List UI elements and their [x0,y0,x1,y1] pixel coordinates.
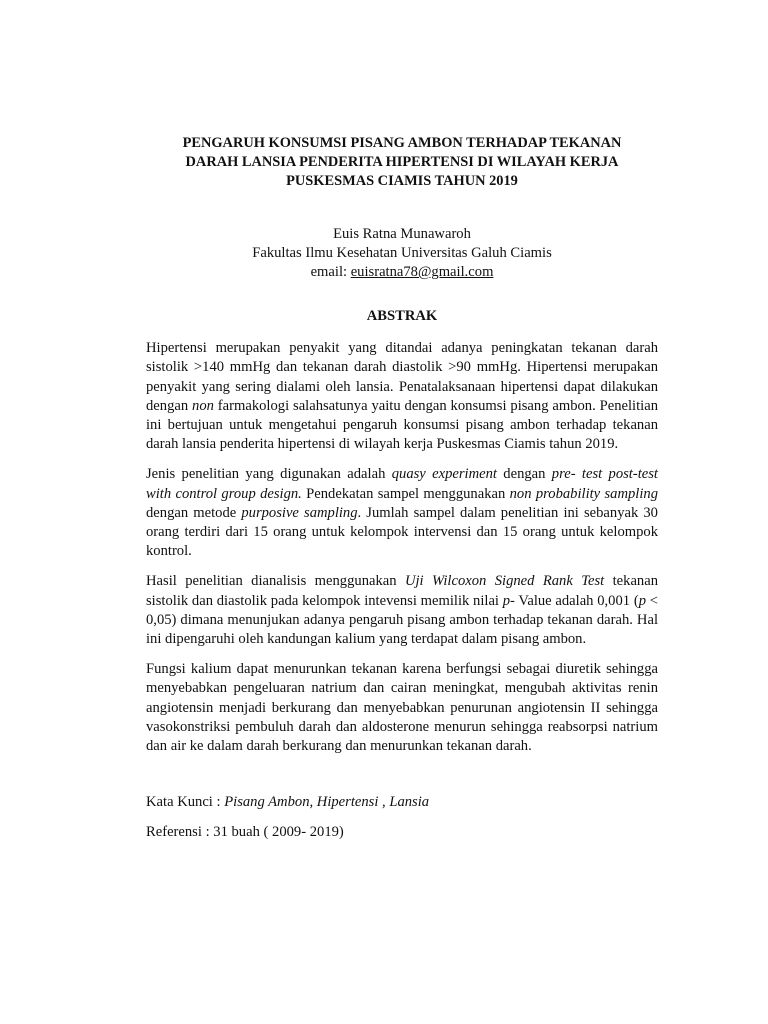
title-line: PENGARUH KONSUMSI PISANG AMBON TERHADAP TEKANAN [182,135,622,151]
text-run: Value adalah 0,001 ( [514,592,639,609]
text-run: Pendekatan sampel menggunakan [301,485,510,502]
keywords-line [146,793,658,812]
italic-text-run: Uji Wilcoxon Signed Rank Test [404,573,605,590]
italic-text-run: p- [502,592,515,609]
italic-text-run: purposive sampling [241,504,358,521]
section-spacer [146,767,658,793]
text-run: Hasil penelitian dianalisis menggunakan [146,573,405,590]
document-page [146,134,658,854]
italic-text-run: non probability sampling [509,485,659,502]
text-run: . Jumlah sampel dalam penelitian ini sebanyak 30 orang terdiri dari 15 orang untuk kelompok intervensi dan 15 orang untuk kelompok kontrol. [146,504,658,560]
author-affiliation: Fakultas Ilmu Kesehatan Universitas Galuh Ciamis [252,245,552,261]
email-label: email: [310,264,351,280]
italic-text-run: non [192,397,214,414]
text-run: tekanan sistolik dan diastolik pada kelompok intevensi memilik nilai [146,573,658,609]
email-link[interactable]: euisratna78@gmail.com [350,264,494,280]
text-run: Hipertensi merupakan penyakit yang ditandai adanya peningkatan tekanan darah sistolik >140 mmHg dan tekanan darah diastolik >90 mmHg. Hipertensi merupakan penyakit yang sering dialami oleh lansia. Penatalaksanaan hipertensi dapat dilakukan dengan [146,340,658,414]
title-line: DARAH LANSIA PENDERITA HIPERTENSI DI WILAYAH KERJA [185,154,619,170]
text-run: Fungsi kalium dapat menurunkan tekanan karena berfungsi sebagai diuretik sehingga menyebabkan pengeluaran natrium dan cairan meningkat, mengubah aktivitas renin angiotensin menjadi berkurang dan menyebabkan penurunan angiotensin II sehingga vasokonstriksi pembuluh darah dan aldosterone menurun sehingga reabsorpsi natrium dan air ke dalam darah berkurang dan menurunkan tekanan darah. [146,661,658,755]
keywords-label: Kata Kunci : [146,794,225,811]
references-line: Referensi : 31 buah ( 2009- 2019) [146,824,344,841]
abstract-heading: ABSTRAK [366,308,438,324]
abstract-paragraph [146,572,658,649]
abstract-paragraph [146,465,658,561]
title-line: PUSKESMAS CIAMIS TAHUN 2019 [286,173,518,189]
italic-text-run: p [638,592,646,609]
abstract-paragraph [146,339,658,454]
italic-text-run: quasy experiment [391,466,497,483]
author-block [146,225,658,282]
text-run: dengan [496,466,552,483]
author-email-line [146,263,658,282]
text-run: Jenis penelitian yang digunakan adalah [146,466,392,483]
text-run: < 0,05) dimana menunjukan adanya pengaruh pisang ambon terhadap tekanan darah. Hal ini dipengaruhi oleh kandungan kalium yang terdapat dalam pisang ambon. [146,592,658,648]
text-run: dengan metode [146,504,242,521]
keywords-value: Pisang Ambon, Hipertensi , Lansia [224,794,430,811]
text-run: farmakologi salahsatunya yaitu dengan konsumsi pisang ambon. Penelitian ini bertujuan untuk mengetahui pengaruh konsumsi pisang ambon terhadap tekanan darah lansia penderita hipertensi di wilayah kerja Puskesmas Ciamis tahun 2019. [146,397,658,453]
paper-title [146,134,658,191]
italic-text-run: pre- test post-test with control group design. [146,466,658,502]
author-name: Euis Ratna Munawaroh [333,226,471,242]
abstract-paragraph [146,660,658,756]
